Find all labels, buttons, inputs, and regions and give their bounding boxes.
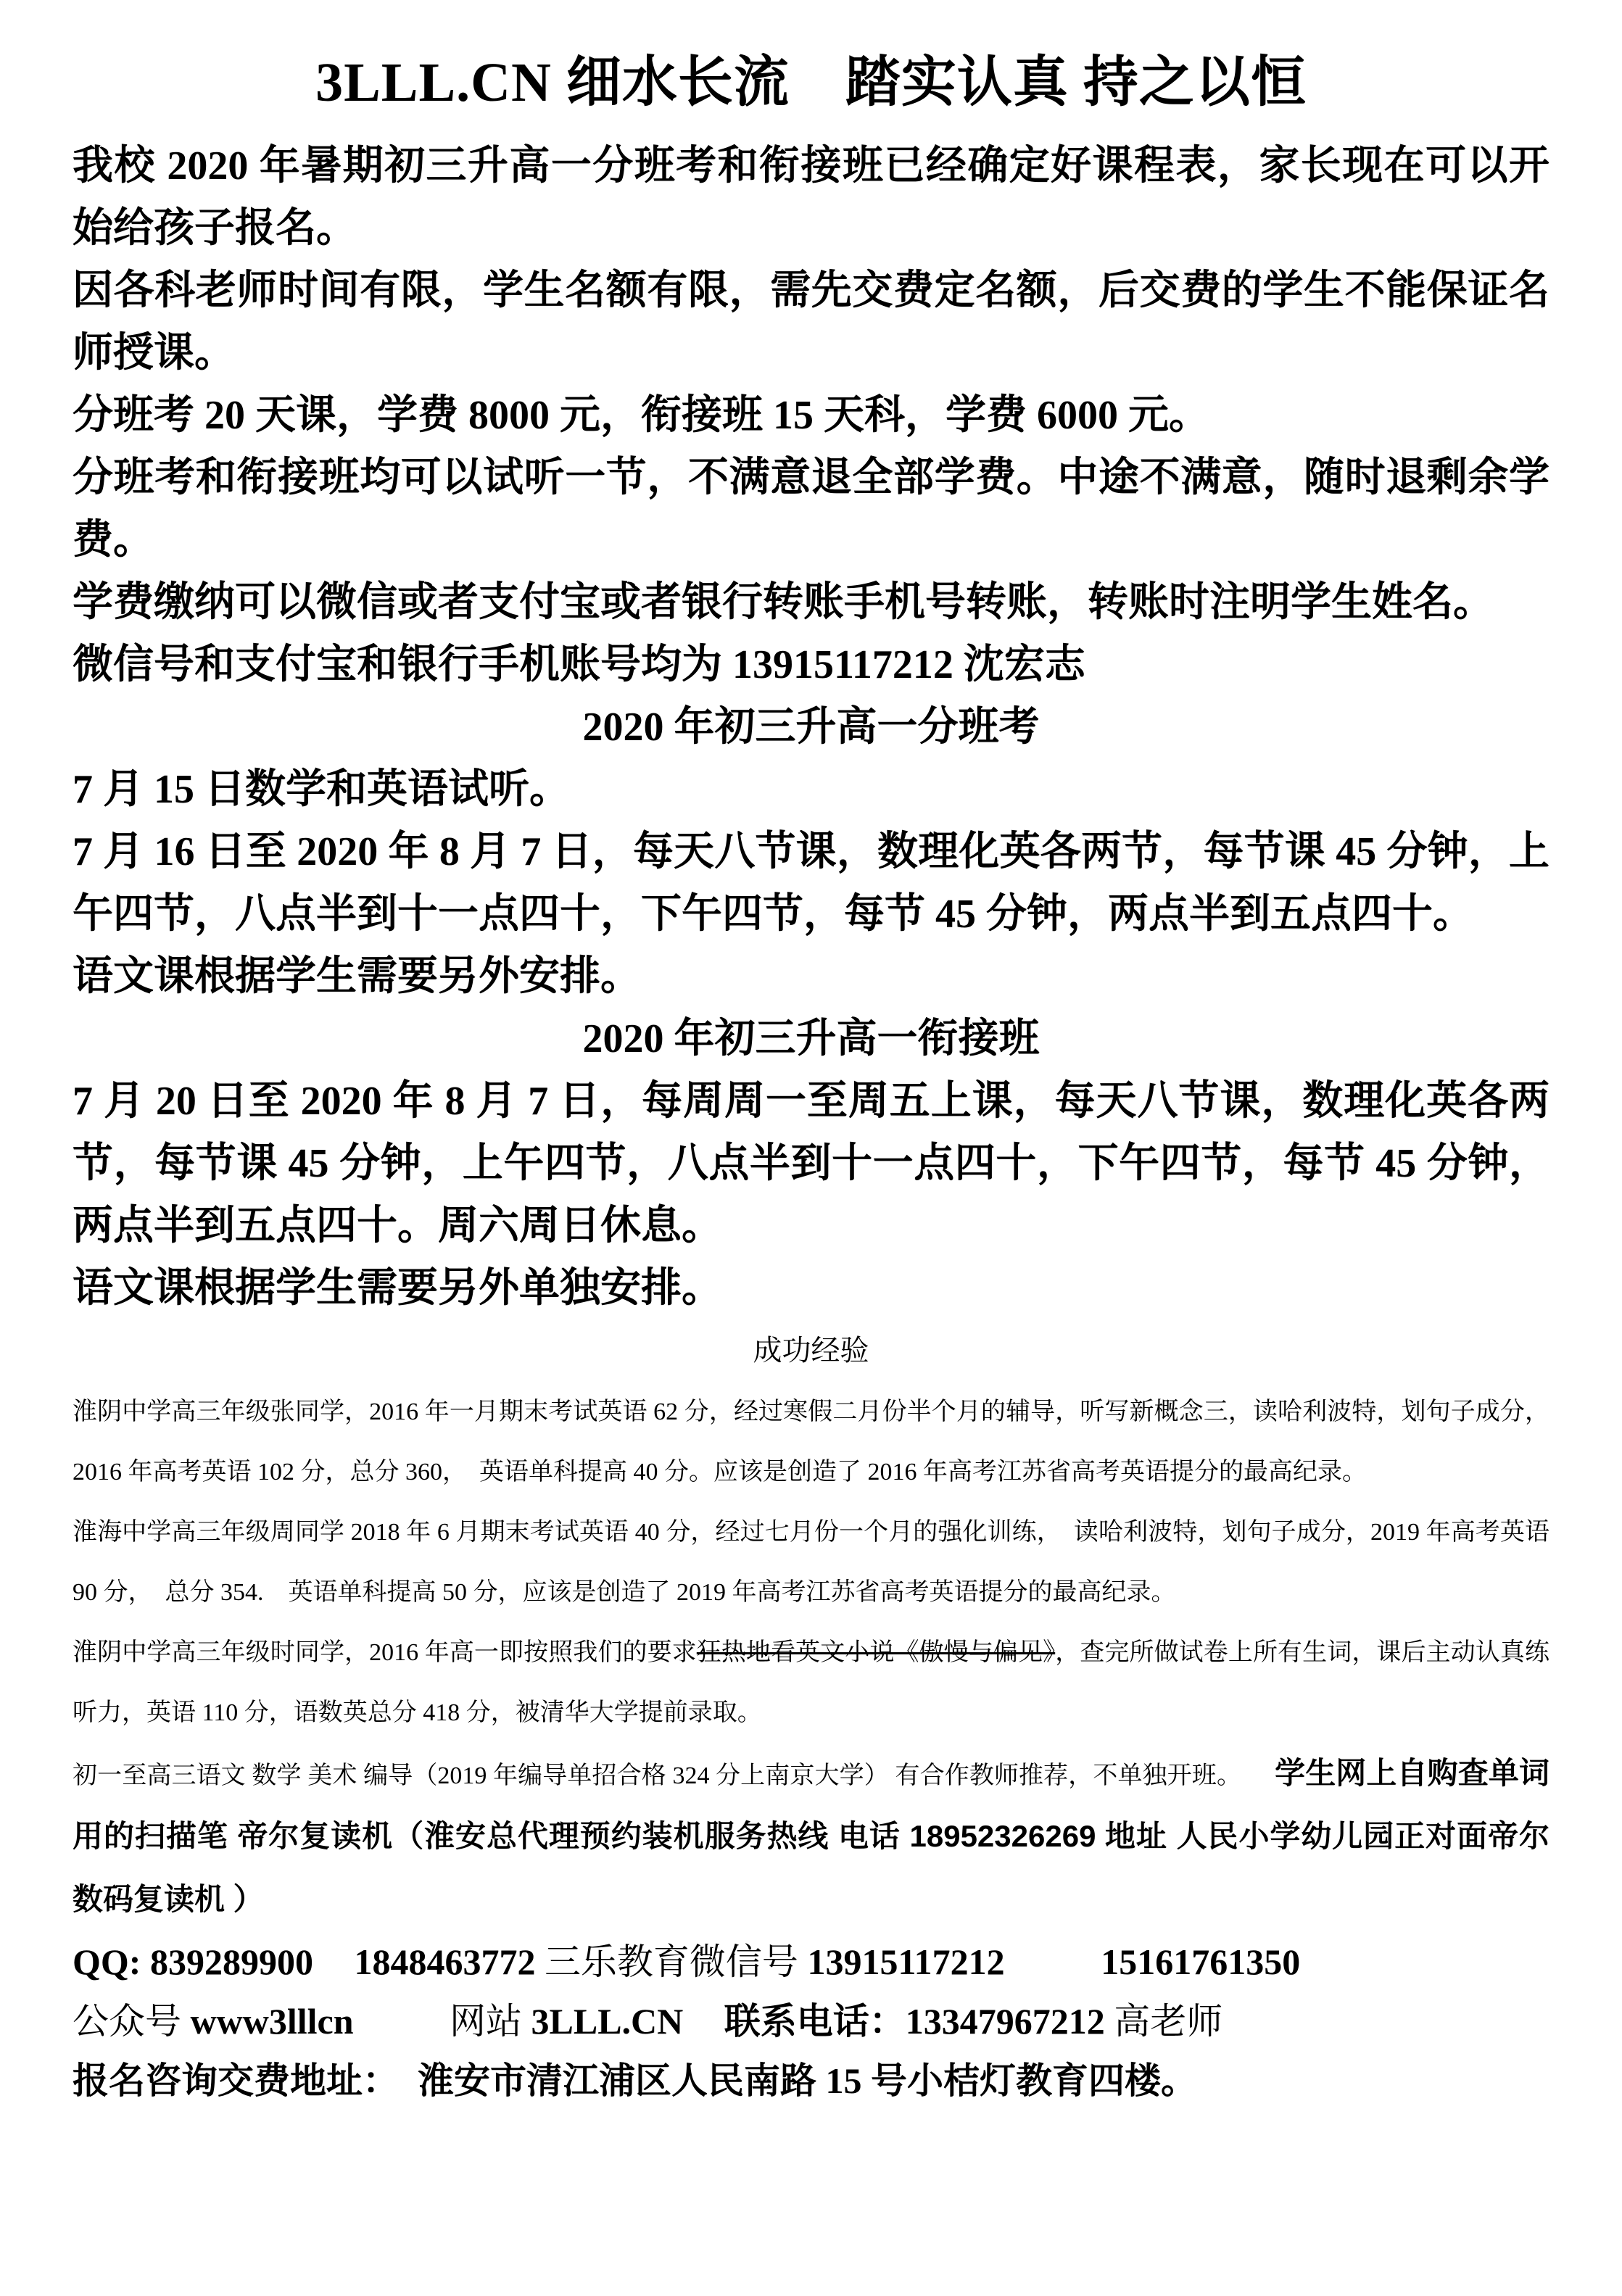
success-case-3-text-after: ，查完所做试卷上所有生词，课后主动认真练听力，英语 110 分，语数英总分 418 分，被清华大学提前录取。 xyxy=(73,1639,1550,1726)
bridge-class-paragraph-1: 7 月 20 日至 2020 年 8 月 7 日，每周周一至周五上课，每天八节课，数理化英各两节，每节课 45 分钟，上午四节，八点半到十一点四十，下午四节，每节 45 分钟，两点半到五点四十。周六周日休息。 xyxy=(73,1079,1549,1248)
intro-paragraph-2: 因各科老师时间有限，学生名额有限，需先交费定名额，后交费的学生不能保证名师授课。 xyxy=(73,268,1549,376)
website-label: 网站 xyxy=(450,2001,522,2042)
qq-number-2: 1848463772 xyxy=(354,1941,536,1982)
address-label: 报名咨询交费地址： xyxy=(73,2060,399,2101)
qq-contact-line xyxy=(73,1932,1549,1992)
page-title: 3LLL.CN 细水长流 踏实认真 持之以恒 xyxy=(315,52,1307,113)
bridge-class-paragraph-2: 语文课根据学生需要另外单独安排。 xyxy=(73,1266,722,1311)
address-line xyxy=(73,2051,1549,2110)
placement-exam-heading: 2020 年初三升高一分班考 xyxy=(582,705,1040,750)
qq-number-1: 839289900 xyxy=(149,1941,313,1982)
success-case-2: 淮海中学高三年级周同学 2018 年 6 月期末考试英语 40 分，经过七月份一个月的强化训练， 读哈利波特，划句子成分，2019 年高考英语 90 分， 总分 354. 英语单科提高 50 分，应该是创造了 2019 年高考江苏省高考英语提分的最高纪录。 xyxy=(73,1519,1549,1606)
success-case-3-strikethrough-text: 狂热地看英文小说《傲慢与偏见》 xyxy=(696,1639,1056,1666)
flyer-document xyxy=(73,42,1549,2110)
phone-value: 13347967212 xyxy=(905,2001,1105,2042)
success-case-3-text-before: 淮阴中学高三年级时同学，2016 年高一即按照我们的要求 xyxy=(73,1639,697,1666)
intro-paragraph-3: 分班考 20 天课，学费 8000 元，衔接班 15 天科，学费 6000 元。 xyxy=(73,393,1209,438)
scanner-pen-repeater-note: 学生网上自购查单词用的扫描笔 帝尔复读机（淮安总代理预约装机服务热线 电话 18952326269 地址 人民小学幼儿园正对面帝尔数码复读机 ） xyxy=(73,1756,1549,1916)
official-account-value: www3lllcn xyxy=(190,2001,354,2042)
wechat-phone-1: 13915117212 xyxy=(807,1941,1005,1982)
courses-and-devices-note xyxy=(73,1743,1549,1932)
website-contact-line xyxy=(73,1992,1549,2051)
phone-label: 联系电话： xyxy=(724,2001,906,2042)
success-case-3 xyxy=(73,1622,1549,1743)
wechat-phone-2: 15161761350 xyxy=(1101,1941,1301,1982)
courses-note-text: 初一至高三语文 数学 美术 编导（2019 年编导单招合格 324 分上南京大学） 有合作教师推荐，不单独开班。 xyxy=(73,1762,1242,1789)
official-account-label: 公众号 xyxy=(73,2001,181,2042)
bridge-class-heading: 2020 年初三升高一衔接班 xyxy=(582,1016,1040,1061)
placement-exam-paragraph-3: 语文课根据学生需要另外安排。 xyxy=(73,954,641,999)
website-value: 3LLL.CN xyxy=(531,2001,684,2042)
intro-paragraph-5: 学费缴纳可以微信或者支付宝或者银行转账手机号转账，转账时注明学生姓名。 xyxy=(73,580,1494,625)
success-stories-heading: 成功经验 xyxy=(753,1334,869,1367)
success-case-1: 淮阴中学高三年级张同学，2016 年一月期末考试英语 62 分，经过寒假二月份半个月的辅导，听写新概念三，读哈利波特，划句子成分，2016 年高考英语 102 分，总分 360， 英语单科提高 40 分。应该是创造了 2016 年高考江苏省高考英语提分的最高纪录。 xyxy=(73,1398,1549,1485)
placement-exam-paragraph-2: 7 月 16 日至 2020 年 8 月 7 日，每天八节课，数理化英各两节，每节课 45 分钟，上午四节，八点半到十一点四十，下午四节，每节 45 分钟，两点半到五点四十。 xyxy=(73,829,1549,937)
wechat-label: 三乐教育微信号 xyxy=(544,1941,798,1982)
intro-paragraph-4: 分班考和衔接班均可以试听一节，不满意退全部学费。中途不满意，随时退剩余学费。 xyxy=(73,455,1549,563)
qq-label: QQ: xyxy=(73,1941,141,1982)
intro-paragraph-1: 我校 2020 年暑期初三升高一分班考和衔接班已经确定好课程表，家长现在可以开始给孩子报名。 xyxy=(73,144,1549,251)
teacher-name: 高老师 xyxy=(1114,2001,1223,2042)
address-value: 淮安市清江浦区人民南路 15 号小桔灯教育四楼。 xyxy=(418,2060,1197,2101)
placement-exam-paragraph-1: 7 月 15 日数学和英语试听。 xyxy=(73,767,570,812)
intro-paragraph-6: 微信号和支付宝和银行手机账号均为 13915117212 沈宏志 xyxy=(73,642,1085,687)
